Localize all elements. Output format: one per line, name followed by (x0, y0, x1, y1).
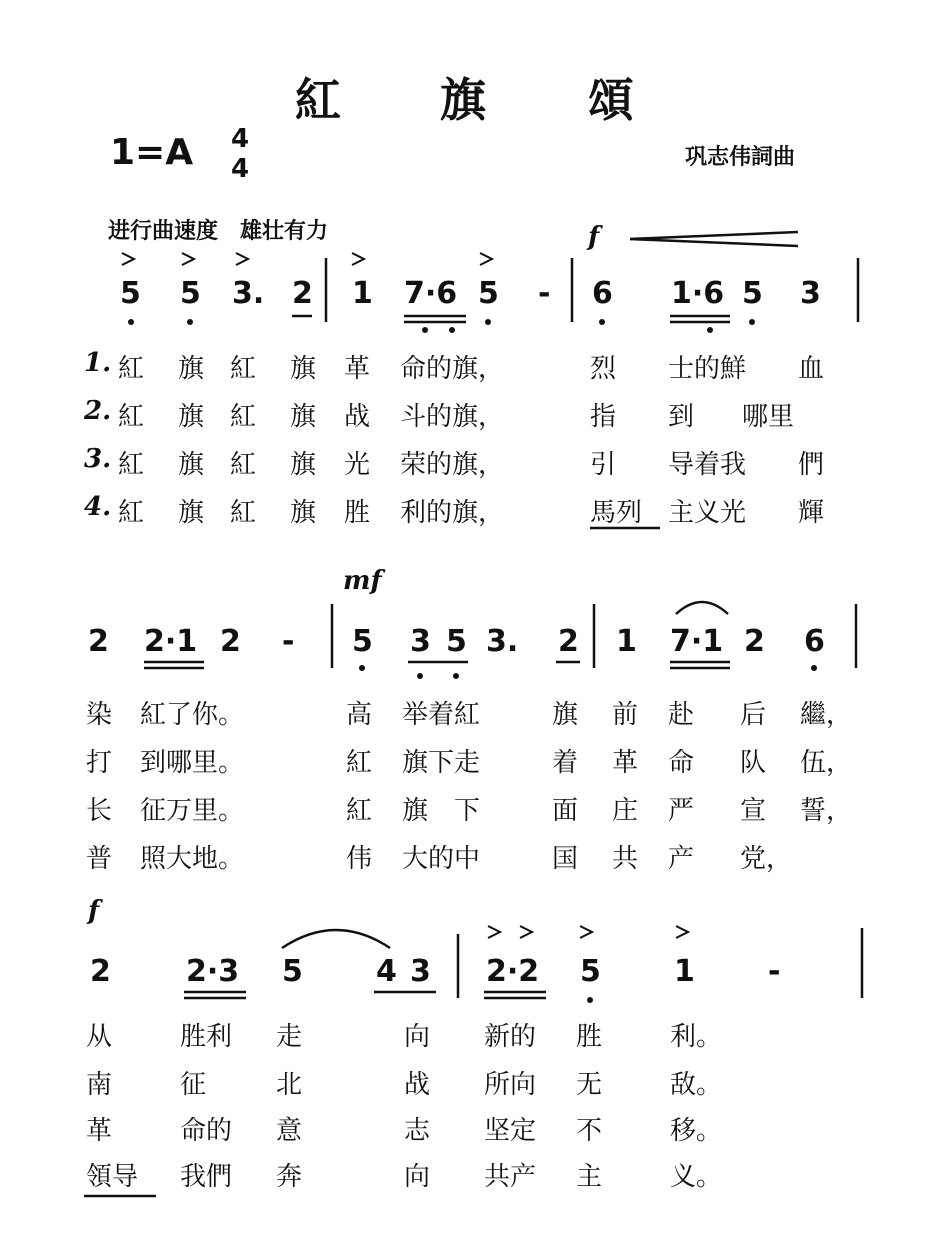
lyric: 宣 (740, 796, 767, 826)
verse-number: 2. (84, 396, 112, 426)
line3-note: 1 (674, 954, 695, 989)
lyric: 斗的旗， (400, 402, 505, 432)
tempo-marking: 进行曲速度 雄壮有力 (108, 219, 329, 244)
lyric: 举着紅 (402, 700, 481, 730)
lyric: 紅 (118, 450, 145, 480)
verse-number: 4. (84, 492, 112, 522)
lyric: 紅 (230, 498, 257, 528)
line1-note: 5 (120, 276, 141, 311)
lyric: 向 (404, 1022, 431, 1052)
line2-note: 2·1 (144, 624, 198, 659)
line3-note: 3 (410, 954, 431, 989)
lyric: 旗 (290, 450, 317, 480)
lyric: 紅 (230, 354, 257, 384)
lyric: 伍， (800, 748, 853, 778)
lyric: 旗 (290, 498, 317, 528)
line2-note: 7·1 (670, 624, 724, 659)
lyric: 战 (344, 402, 371, 432)
line1-note: 3 (800, 276, 821, 311)
lyric: 无 (576, 1070, 603, 1100)
line2-note: 3. (486, 624, 519, 659)
lyric: 伟 (346, 844, 373, 874)
lyric: 紅 (230, 402, 257, 432)
barlines (326, 258, 862, 998)
title-char-1: 紅 (295, 73, 343, 127)
lyric: 烈 (590, 354, 617, 384)
lyric: 命的旗， (400, 354, 505, 384)
dynamic-forte-2: f (88, 896, 100, 926)
line3-note: 2·3 (186, 954, 240, 989)
line3-note: 5 (580, 954, 601, 989)
lyric: 光 (344, 450, 371, 480)
lyric: 旗 (552, 700, 579, 730)
lyric: 旗 (178, 354, 205, 384)
lyric: 馬列 (590, 498, 643, 528)
lyric: 前 (612, 700, 639, 730)
time-signature-bottom: 4 (230, 154, 250, 184)
line1-note: 1 (352, 276, 373, 311)
lyric: 旗 (290, 354, 317, 384)
line1-note: 7·6 (404, 276, 458, 311)
line1-note: 3. (232, 276, 265, 311)
line2-note: 2 (558, 624, 579, 659)
line1-note: 2 (292, 276, 313, 311)
lyric: 主义光 (668, 498, 747, 528)
lyric: 征万里。 (140, 796, 245, 826)
lyric: 共产 (484, 1162, 537, 1192)
lyric: 不 (576, 1116, 603, 1146)
lyric: 普 (86, 844, 113, 874)
lyric: 产 (668, 844, 695, 874)
lyric: 引 (590, 450, 617, 480)
lyric: 胜利 (180, 1022, 233, 1052)
lyric: 紅 (346, 748, 373, 778)
line1-note: 5 (478, 276, 499, 311)
lyric: 战 (404, 1070, 431, 1100)
lyric: 奔 (276, 1162, 303, 1192)
credit: 巩志伟詞曲 (685, 145, 796, 170)
lyric: 革 (612, 748, 639, 778)
lyric: 紅了你。 (140, 700, 245, 730)
lyric: 命 (668, 748, 695, 778)
line3-note: 2·2 (486, 954, 540, 989)
lyric: 征 (180, 1070, 207, 1100)
lyric: 庄 (612, 796, 639, 826)
lyric: 照大地。 (140, 844, 245, 874)
line3-note: 4 (376, 954, 397, 989)
lyric: 紅 (118, 402, 145, 432)
lyric: 紅 (230, 450, 257, 480)
lyric: 血 (798, 354, 825, 384)
lyric: 意 (276, 1116, 303, 1146)
lyric: 敌。 (670, 1070, 723, 1100)
lyric: 命的 (180, 1116, 233, 1146)
line3-note: 5 (282, 954, 303, 989)
lyric: 大的中 (402, 844, 481, 874)
lyric: 志 (404, 1116, 431, 1146)
line1-note: - (538, 276, 551, 311)
lyric: 移。 (670, 1116, 723, 1146)
lyric: 面 (552, 796, 579, 826)
line1-note: 6 (592, 276, 613, 311)
lyric: 赴 (668, 700, 695, 730)
line3-note: 2 (90, 954, 111, 989)
lyric: 所向 (484, 1070, 537, 1100)
line1-note: 5 (742, 276, 763, 311)
lyric: 旗下走 (402, 748, 481, 778)
lyric: 旗 (178, 498, 205, 528)
lyric: 紅 (118, 498, 145, 528)
lyric: 到 (668, 402, 695, 432)
lyric: 革 (344, 354, 371, 384)
lyric: 到哪里。 (140, 748, 245, 778)
lyric: 荣的旗， (400, 450, 505, 480)
lyric: 紅 (118, 354, 145, 384)
lyric: 坚定 (484, 1116, 537, 1146)
lyric: 北 (276, 1070, 303, 1100)
line2-note: 2 (88, 624, 109, 659)
line2-note: 5 (446, 624, 467, 659)
accent-marks (122, 253, 688, 938)
line2-note: 2 (744, 624, 765, 659)
rhythm-underlines (84, 316, 730, 1196)
key-signature: 1=A (110, 132, 194, 173)
lyric: 士的鮮 (668, 354, 747, 384)
lyric: 高 (346, 700, 373, 730)
lyric: 长 (86, 796, 113, 826)
lyric: 誓， (800, 796, 853, 826)
line2-note: 6 (804, 624, 825, 659)
line2-note: - (282, 624, 295, 659)
lyric: 向 (404, 1162, 431, 1192)
line2-note: 2 (220, 624, 241, 659)
verse-number: 3. (84, 444, 112, 474)
lyric: 党， (740, 844, 793, 874)
lyric: 共 (612, 844, 639, 874)
crescendo-hairpin (630, 232, 798, 246)
line3-note: - (768, 954, 781, 989)
lyric: 利的旗， (400, 498, 505, 528)
lyric: 从 (86, 1022, 113, 1052)
lyric: 导着我 (668, 450, 747, 480)
lyric: 义。 (670, 1162, 723, 1192)
lyric: 旗 下 (402, 796, 481, 826)
lyric: 革 (86, 1116, 113, 1146)
lyric: 胜 (344, 498, 371, 528)
lyric: 队 (740, 748, 767, 778)
lyric: 后 (740, 700, 767, 730)
lyric: 指 (590, 402, 617, 432)
lyric: 走 (276, 1022, 303, 1052)
line2-note: 1 (616, 624, 637, 659)
lyric: 我們 (180, 1162, 233, 1192)
lyric: 严 (668, 796, 695, 826)
time-signature-top: 4 (230, 124, 250, 154)
dynamic-forte-1: f (588, 222, 600, 252)
title-char-3: 頌 (588, 73, 636, 127)
dynamic-mezzo-forte: mf (343, 566, 382, 596)
lyric: 着 (552, 748, 579, 778)
lyric: 旗 (290, 402, 317, 432)
lyric: 胜 (576, 1022, 603, 1052)
lyric: 染 (86, 700, 113, 730)
lyric: 領导 (86, 1162, 139, 1192)
slurs (282, 602, 728, 948)
lyric: 主 (576, 1162, 603, 1192)
lyric: 輝 (798, 498, 825, 528)
lyric: 利。 (670, 1022, 723, 1052)
lyric: 旗 (178, 402, 205, 432)
lyric: 南 (86, 1070, 113, 1100)
line1-note: 5 (180, 276, 201, 311)
line2-note: 5 (352, 624, 373, 659)
line2-note: 3 (410, 624, 431, 659)
title-char-2: 旗 (440, 73, 488, 127)
lyric: 旗 (178, 450, 205, 480)
lyric: 們 (798, 450, 825, 480)
lyric: 打 (86, 748, 113, 778)
lyric: 新的 (484, 1022, 537, 1052)
lyric: 哪里 (742, 402, 795, 432)
lyric: 紅 (346, 796, 373, 826)
line1-note: 1·6 (671, 276, 725, 311)
verse-number: 1. (84, 348, 112, 378)
lyric: 国 (552, 844, 579, 874)
lyric: 繼， (800, 700, 853, 730)
